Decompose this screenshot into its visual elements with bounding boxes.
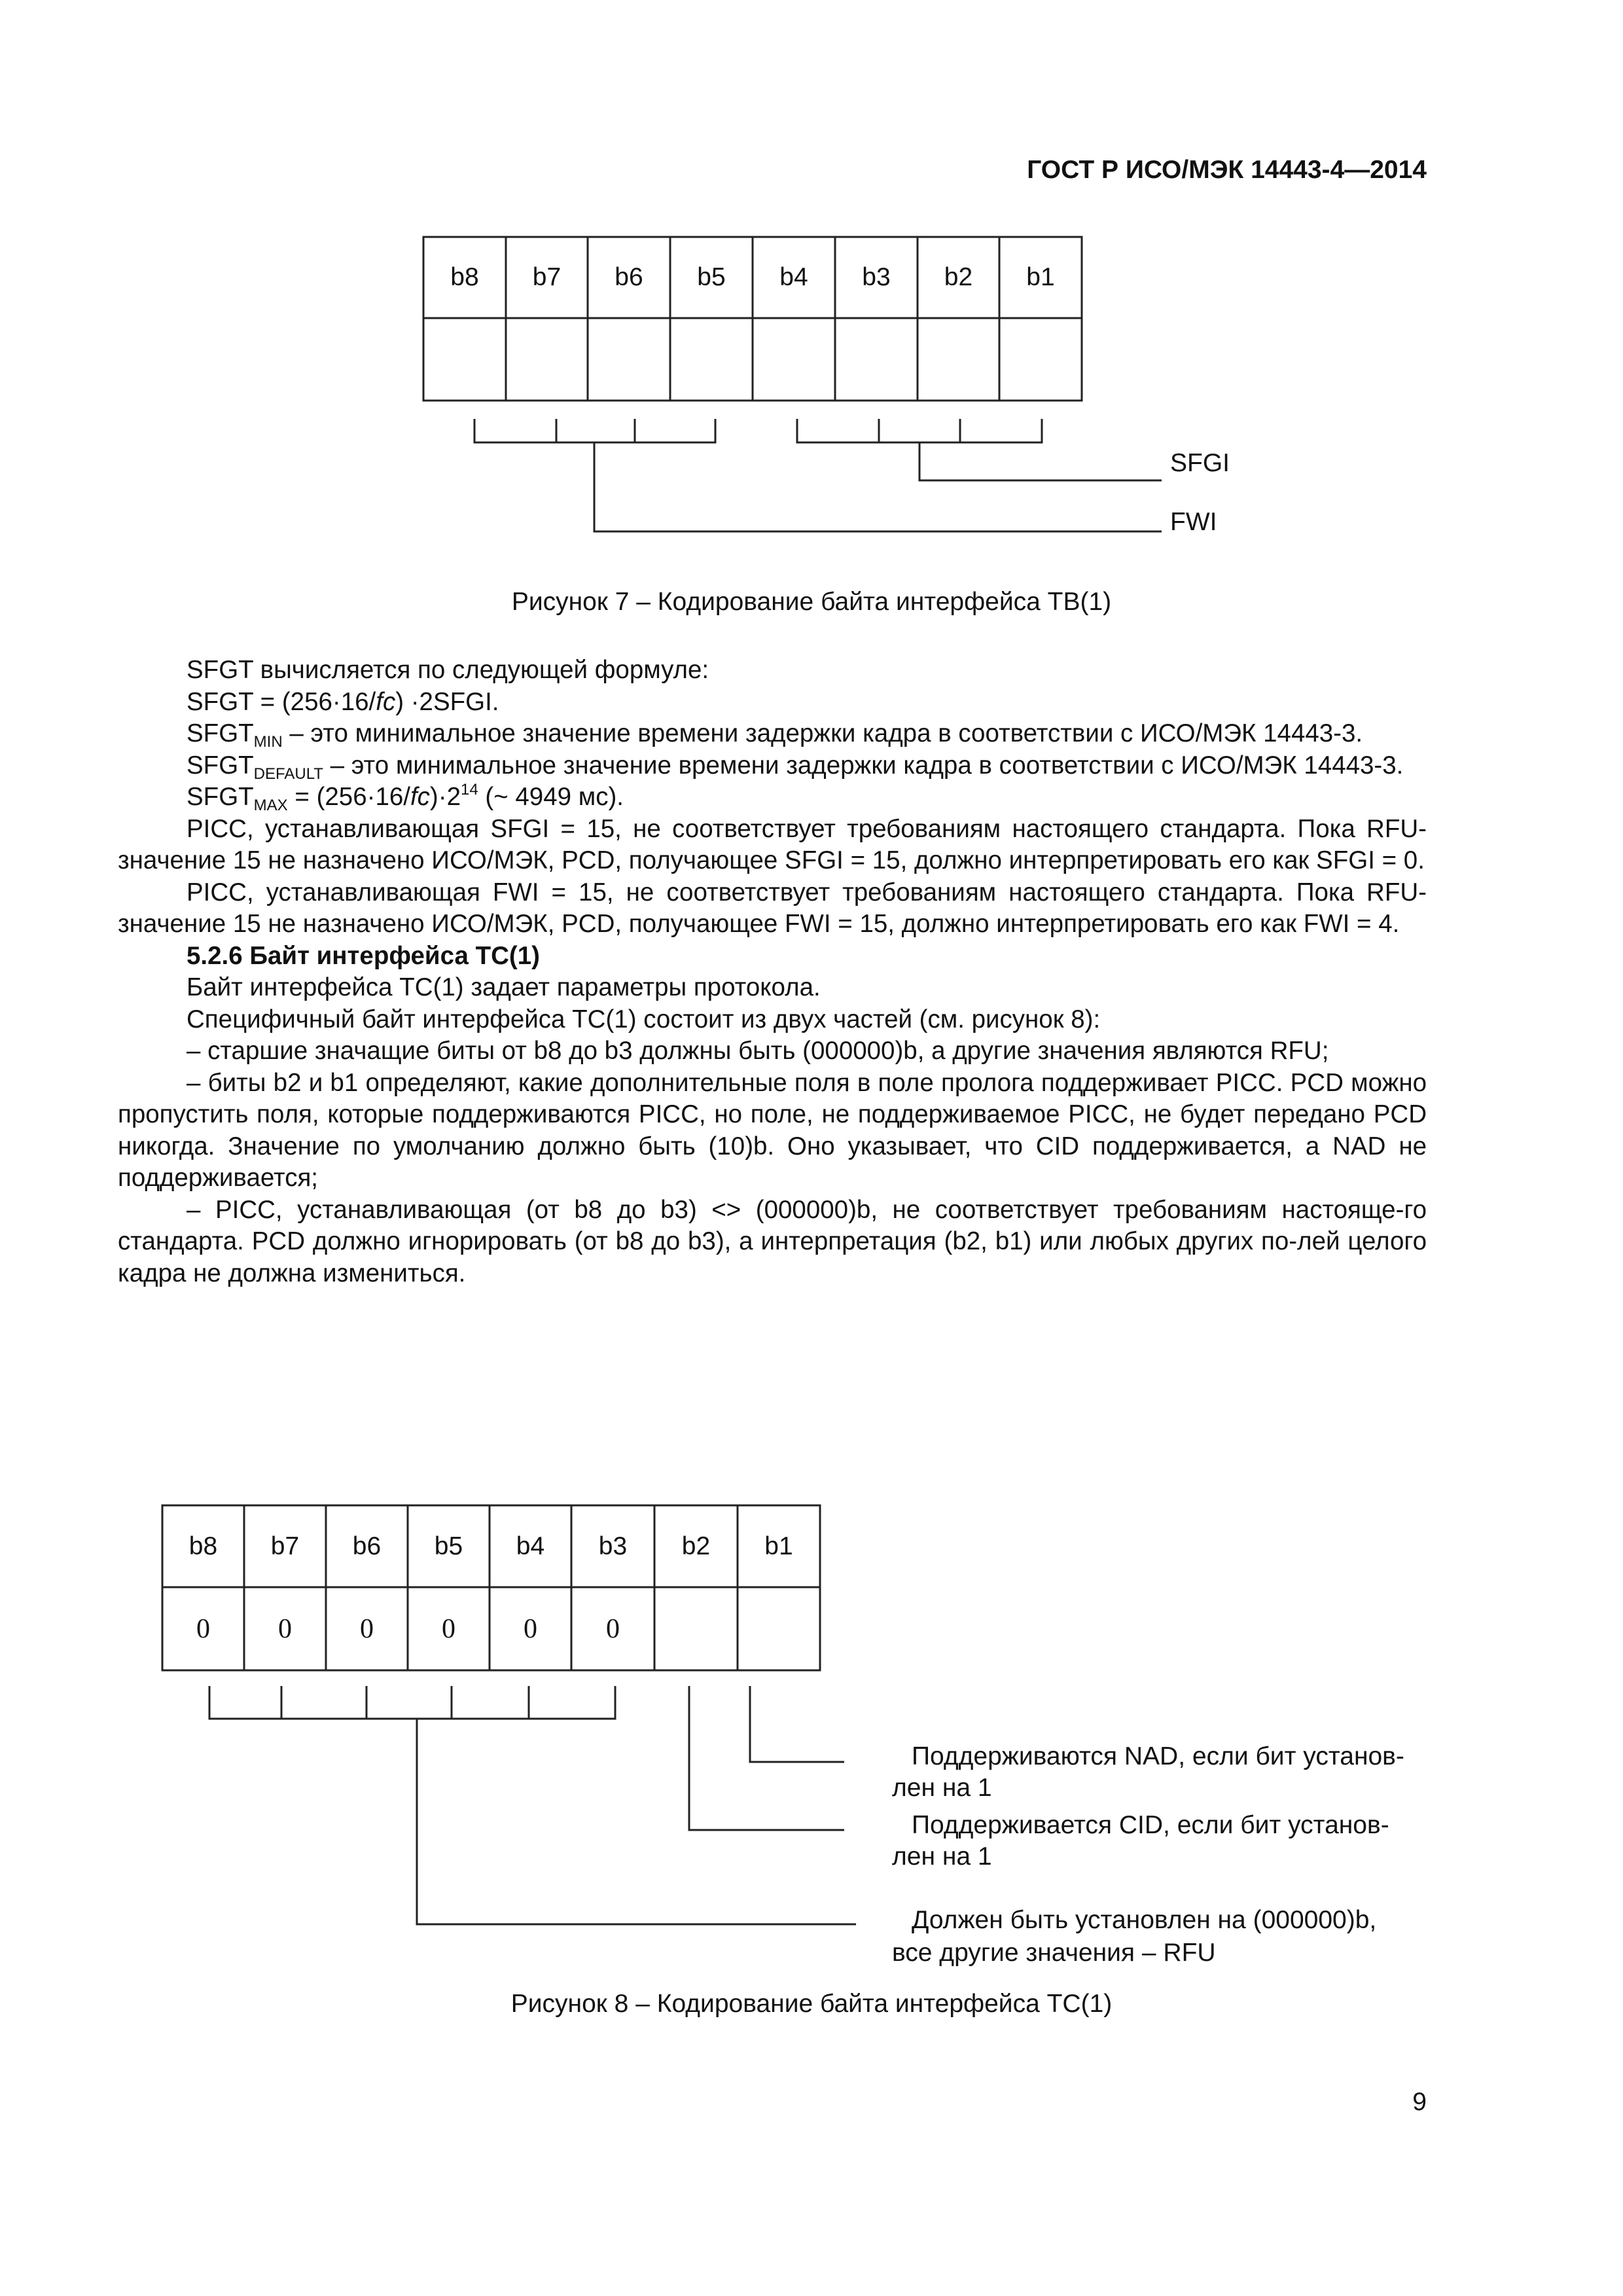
fig8-bit-b3: b3 [598, 1532, 628, 1560]
paragraph: PICC, устанавливающая SFGI = 15, не соответствует требованиям настоящего стандарта. Пока RFU-значение 15 не назначено ИСО/МЭК, PCD, получающее SFGI = 15, должно интерпретировать его как SFGI = 0. [118, 814, 1427, 874]
fig8-cid-leader [689, 1686, 844, 1830]
fig8-value-b4: 0 [524, 1613, 537, 1644]
fig8-label-rfu-line2: все другие значения – RFU [892, 1939, 1216, 1967]
list-item: – PICC, устанавливающая (от b8 до b3) <> (000000)b, не соответствует требованиям настояще-го стандарта. PCD должно игнорировать (от b8 до b3), а интерпретация (b2, b1) или любых других по-лей целого кадра не должна измениться. [118, 1195, 1427, 1287]
document-header: ГОСТ Р ИСО/МЭК 14443-4—2014 [1027, 156, 1427, 184]
fig8-bit-b7: b7 [270, 1532, 300, 1560]
formula-sfgt: SFGT = (256·16/fc) ·2SFGI. [187, 687, 499, 716]
fig7-bit-b4: b4 [779, 263, 808, 291]
page-number: 9 [1412, 2088, 1427, 2116]
fig8-label-cid-line1: Поддерживается CID, если бит установ- [912, 1811, 1389, 1839]
fig7-caption: Рисунок 7 – Кодирование байта интерфейса TB(1) [511, 588, 1112, 616]
fig8-label-rfu-line1: Должен быть установлен на (000000)b, [912, 1906, 1377, 1934]
fig7-label-fwi: FWI [1170, 508, 1217, 536]
fig8-value-b5: 0 [442, 1613, 455, 1644]
fig8-bit-b1: b1 [764, 1532, 793, 1560]
fig8-label-cid-line2: лен на 1 [892, 1842, 992, 1871]
fig7-bit-b1: b1 [1026, 263, 1055, 291]
fig7-bit-b3: b3 [862, 263, 891, 291]
fig8-bracket-rfu [209, 1686, 615, 1719]
paragraph: Байт интерфейса TC(1) задает параметры протокола. [187, 973, 821, 1001]
list-item: – биты b2 и b1 определяют, какие дополнительные поля в поле пролога поддерживает PICC. PCD можно пропустить поля, которые поддерживаются PICC, но поле, не поддерживаемое PICC, не будет передано PCD никогда. Значение по умолчанию должно быть (10)b. Оно указывает, что CID поддерживается, а NAD не поддерживается; [118, 1068, 1427, 1192]
fig7-label-sfgi: SFGI [1170, 449, 1230, 477]
fig8-bit-b8: b8 [188, 1532, 218, 1560]
fig8-bit-b4: b4 [516, 1532, 545, 1560]
paragraph: Специфичный байт интерфейса TC(1) состоит из двух частей (см. рисунок 8): [187, 1005, 1101, 1033]
paragraph: PICC, устанавливающая FWI = 15, не соответствует требованиям настоящего стандарта. Пока RFU-значение 15 не назначено ИСО/МЭК, PCD, получающее FWI = 15, должно интерпретировать его как FWI = 4. [118, 878, 1427, 938]
paragraph: SFGT вычисляется по следующей формуле: [187, 656, 709, 684]
fig8-nad-leader [750, 1686, 844, 1762]
fig7-bit-b8: b8 [450, 263, 479, 291]
fig7-bit-b5: b5 [697, 263, 726, 291]
fig8-caption: Рисунок 8 – Кодирование байта интерфейса TC(1) [510, 1990, 1113, 2018]
fig8-value-b7: 0 [278, 1613, 292, 1644]
section-heading: 5.2.6 Байт интерфейса TC(1) [187, 941, 540, 970]
fig8-value-b8: 0 [196, 1613, 210, 1644]
sfgt-min-definition: $SFGT_{MIN}$ – это минимальное значение времени задержки кадра в соответствии с ИСО/МЭК 14443-3. [187, 719, 1363, 751]
fig7-bit-b2: b2 [944, 263, 973, 291]
fig7-bit-b7: b7 [532, 263, 562, 291]
fig8-label-nad-line2: лен на 1 [892, 1774, 992, 1802]
fig8-bit-b6: b6 [352, 1532, 382, 1560]
list-item: – старшие значащие биты от b8 до b3 должны быть (000000)b, а другие значения являются RFU; [187, 1037, 1329, 1065]
fig8-value-b3: 0 [606, 1613, 620, 1644]
fig8-bit-b2: b2 [681, 1532, 711, 1560]
formula-sfgt-max: $SFGT_{MAX} = (256\cdot 16/fc)\cdot 2^{14}$ (~ 4949 мс). [187, 781, 624, 814]
fig7-bit-b6: b6 [615, 263, 643, 291]
fig8-rfu-leader [417, 1719, 856, 1924]
sfgt-default-definition: $SFGT_{DEFAULT}$ – это минимальное значение времени задержки кадра в соответствии с ИСО/МЭК 14443-3. [187, 751, 1404, 783]
fig8-label-nad-line1: Поддерживаются NAD, если бит установ- [912, 1742, 1404, 1770]
fig8-value-b6: 0 [360, 1613, 374, 1644]
fig8-bit-b5: b5 [434, 1532, 463, 1560]
